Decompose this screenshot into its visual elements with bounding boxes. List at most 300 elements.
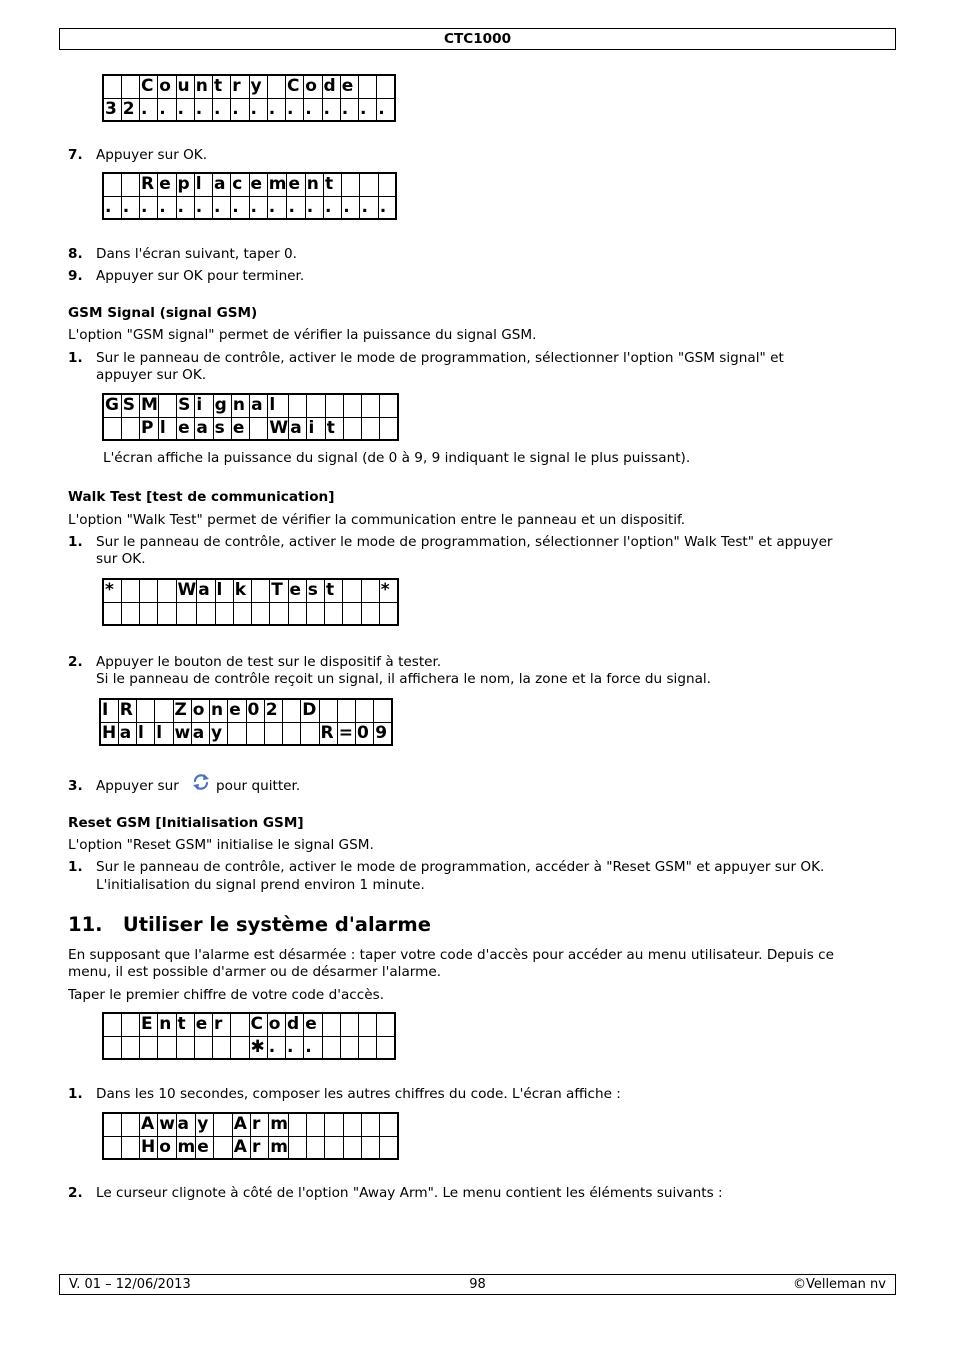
step-text: sur OK. — [96, 551, 146, 567]
lcd-cell — [158, 1113, 176, 1136]
lcd-char: . — [141, 98, 148, 119]
lcd-cell — [100, 722, 118, 745]
lcd-char: n — [306, 174, 319, 195]
lcd-cell — [377, 75, 395, 98]
lcd-cell — [249, 1013, 267, 1036]
lcd-cell — [176, 75, 194, 98]
lcd-char: o — [192, 700, 205, 721]
lcd-char: * — [105, 580, 114, 601]
lcd-cell — [232, 1136, 250, 1159]
lcd-char: 3 — [105, 98, 117, 119]
lcd-gsm-signal — [102, 393, 399, 441]
lcd-cell — [250, 394, 268, 417]
lcd-char: H — [102, 722, 117, 743]
lcd-cell — [343, 394, 361, 417]
lcd-cell — [213, 196, 231, 219]
lcd-char: . — [250, 196, 257, 217]
lcd-char: C — [287, 76, 300, 97]
lcd-cell — [340, 98, 358, 121]
lcd-cell — [286, 98, 304, 121]
lcd-cell — [360, 196, 378, 219]
lcd-cell — [233, 579, 251, 602]
lcd-char: a — [196, 417, 208, 438]
lcd-cell — [250, 1113, 268, 1136]
lcd-cell — [377, 98, 395, 121]
lcd-char: . — [287, 98, 294, 119]
lcd-cell — [325, 1113, 343, 1136]
lcd-cell — [103, 1036, 121, 1059]
step-text: Sur le panneau de contrôle, activer le mode de programmation, accéder à "Reset GSM" et appuyer sur OK. — [96, 859, 825, 875]
lcd-cell — [103, 1136, 121, 1159]
lcd-char: k — [234, 580, 247, 601]
lcd-cell — [305, 173, 323, 196]
lcd-char: 2 — [122, 98, 135, 119]
lcd-cell — [176, 173, 194, 196]
lcd-cell — [158, 417, 176, 440]
lcd-cell — [140, 1036, 158, 1059]
lcd-char: A — [233, 1136, 247, 1157]
lcd-cell — [337, 699, 355, 722]
step-number: 1. — [68, 1086, 83, 1102]
lcd-row — [103, 1136, 398, 1159]
lcd-cell — [158, 75, 176, 98]
lcd-char: . — [177, 98, 184, 119]
lcd-cell — [269, 1136, 289, 1159]
paragraph: L'option "Walk Test" permet de vérifier la communication entre le panneau et un dispositif. — [68, 512, 686, 528]
lcd-char: 0 — [247, 700, 260, 721]
lcd-char: . — [214, 196, 221, 217]
lcd-char: l — [269, 395, 276, 416]
step-text: Le curseur clignote à côté de l'option "Away Arm". Le menu contient les éléments suivants : — [96, 1185, 723, 1201]
lcd-row — [103, 417, 398, 440]
lcd-cell — [325, 602, 343, 625]
lcd-char: m — [177, 1136, 196, 1157]
lcd-cell — [121, 173, 139, 196]
lcd-cell — [231, 417, 249, 440]
lcd-char: r — [251, 1136, 261, 1157]
lcd-cell — [103, 602, 121, 625]
lcd-char: a — [119, 722, 132, 743]
lcd-cell — [231, 394, 249, 417]
lcd-cell — [213, 98, 231, 121]
lcd-char: i — [308, 417, 315, 438]
lcd-char: . — [214, 98, 221, 119]
lcd-cell — [380, 394, 398, 417]
lcd-cell — [176, 1136, 196, 1159]
lcd-cell — [319, 699, 337, 722]
lcd-cell — [249, 196, 267, 219]
lcd-cell — [287, 196, 305, 219]
lcd-char: m — [270, 1136, 288, 1157]
lcd-cell — [307, 1113, 325, 1136]
lcd-char: R — [320, 722, 334, 743]
step-text: Appuyer sur — [96, 778, 179, 794]
lcd-cell — [176, 1036, 194, 1059]
lcd-row — [103, 98, 395, 121]
lcd-char: H — [141, 1136, 156, 1157]
lcd-cell — [359, 75, 377, 98]
footer-copyright: ©Velleman nv — [792, 1277, 886, 1292]
lcd-cell — [158, 394, 176, 417]
lcd-char: l — [159, 417, 166, 438]
lcd-char: . — [141, 196, 148, 217]
lcd-cell — [103, 173, 121, 196]
lcd-char: 0 — [357, 722, 369, 743]
lcd-cell — [359, 98, 377, 121]
paragraph: menu, il est possible d'armer ou de désarmer l'alarme. — [68, 964, 442, 980]
lcd-row — [103, 173, 396, 196]
lcd-char: . — [324, 196, 332, 217]
lcd-cell — [158, 98, 176, 121]
lcd-char: o — [305, 76, 317, 97]
lcd-row — [103, 602, 398, 625]
step-text: Si le panneau de contrôle reçoit un signal, il affichera le nom, la zone et la force du signal. — [96, 671, 711, 687]
lcd-cell — [362, 394, 380, 417]
lcd-row — [103, 75, 395, 98]
step-text: appuyer sur OK. — [96, 367, 207, 383]
section-heading-reset-gsm: Reset GSM [Initialisation GSM] — [68, 815, 304, 831]
lcd-char: l — [156, 722, 163, 743]
lcd-cell — [231, 1013, 249, 1036]
lcd-cell — [121, 1013, 139, 1036]
footer-version: V. 01 – 12/06/2013 — [69, 1277, 191, 1292]
lcd-cell — [323, 196, 341, 219]
lcd-cell — [231, 196, 249, 219]
lcd-char: D — [302, 700, 317, 721]
lcd-cell — [267, 98, 285, 121]
lcd-char: . — [305, 98, 312, 119]
lcd-cell — [103, 196, 121, 219]
lcd-cell — [210, 722, 228, 745]
lcd-char: e — [159, 174, 171, 195]
lcd-char: o — [268, 1014, 281, 1035]
lcd-cell — [195, 394, 213, 417]
lcd-cell — [121, 1136, 139, 1159]
lcd-cell — [191, 699, 209, 722]
lcd-cell — [306, 602, 324, 625]
lcd-cell — [176, 196, 194, 219]
lcd-cell — [215, 579, 233, 602]
lcd-cell — [325, 579, 343, 602]
lcd-cell — [306, 579, 324, 602]
lcd-char: l — [138, 722, 144, 743]
lcd-cell — [214, 1113, 232, 1136]
lcd-char: . — [195, 196, 203, 217]
lcd-char: . — [305, 1036, 312, 1057]
step-text: pour quitter. — [216, 778, 301, 794]
lcd-zone-hallway — [99, 698, 393, 746]
lcd-cell — [267, 1036, 285, 1059]
lcd-char: M — [141, 395, 158, 416]
lcd-cell — [377, 1013, 395, 1036]
lcd-char: r — [232, 76, 241, 97]
lcd-char: a — [198, 580, 210, 601]
lcd-char: . — [379, 196, 387, 217]
lcd-cell — [360, 173, 378, 196]
step-number: 1. — [68, 350, 83, 366]
lcd-char: . — [341, 98, 349, 119]
lcd-char: e — [195, 1014, 208, 1035]
lcd-cell — [283, 699, 301, 722]
lcd-cell — [270, 602, 288, 625]
lcd-cell — [325, 394, 343, 417]
lcd-row — [103, 1113, 398, 1136]
lcd-char: . — [288, 196, 295, 217]
lcd-cell — [103, 98, 121, 121]
header-title: CTC1000 — [443, 31, 512, 47]
lcd-cell — [343, 1113, 361, 1136]
step-number: 2. — [68, 1185, 83, 1201]
lcd-cell — [103, 394, 121, 417]
lcd-char: e — [289, 580, 302, 601]
lcd-char: . — [250, 98, 257, 119]
lcd-cell — [269, 1113, 289, 1136]
lcd-cell — [322, 98, 340, 121]
lcd-char: T — [271, 580, 283, 601]
lcd-char: W — [269, 417, 289, 438]
lcd-cell — [250, 1136, 268, 1159]
lcd-char: r — [251, 1114, 261, 1135]
lcd-char: P — [141, 417, 154, 438]
lcd-char: s — [214, 417, 225, 438]
lcd-cell — [103, 75, 121, 98]
step-text: Appuyer sur OK pour terminer. — [96, 268, 305, 284]
lcd-cell — [361, 602, 379, 625]
lcd-cell — [196, 1113, 214, 1136]
lcd-char: m — [268, 174, 287, 195]
lcd-cell — [267, 196, 287, 219]
lcd-cell — [305, 196, 323, 219]
lcd-cell — [340, 1013, 358, 1036]
lcd-cell — [342, 173, 360, 196]
lcd-char: y — [211, 722, 223, 743]
lcd-cell — [340, 75, 358, 98]
step-number: 3. — [68, 778, 83, 794]
lcd-cell — [267, 1013, 285, 1036]
lcd-cell — [176, 602, 197, 625]
lcd-cell — [249, 173, 267, 196]
lcd-cell — [103, 579, 121, 602]
lcd-char: . — [122, 196, 130, 217]
lcd-char: G — [105, 395, 119, 416]
lcd-cell — [361, 1113, 379, 1136]
lcd-char: . — [287, 1036, 294, 1057]
lcd-cell — [286, 75, 304, 98]
lcd-cell — [158, 602, 176, 625]
lcd-cell — [380, 417, 398, 440]
lcd-cell — [322, 1036, 340, 1059]
lcd-char: . — [361, 196, 368, 217]
step-text: L'initialisation du signal prend environ 1 minute. — [96, 877, 425, 893]
lcd-char: s — [307, 580, 318, 601]
lcd-cell — [228, 699, 246, 722]
lcd-cell — [304, 98, 322, 121]
page-footer — [59, 1274, 896, 1295]
lcd-row — [103, 579, 398, 602]
lcd-cell — [343, 1136, 361, 1159]
lcd-char: . — [232, 98, 239, 119]
lcd-cell — [140, 98, 158, 121]
lcd-char: e — [197, 1136, 209, 1157]
lcd-cell — [103, 1013, 121, 1036]
lcd-char: . — [360, 98, 367, 119]
lcd-char: d — [323, 76, 336, 97]
lcd-char: w — [174, 722, 191, 743]
lcd-cell — [379, 579, 397, 602]
lcd-cell — [378, 196, 396, 219]
lcd-char: a — [290, 417, 302, 438]
lcd-cell — [343, 417, 361, 440]
step-number: 8. — [68, 246, 83, 262]
lcd-walk-test — [102, 578, 399, 626]
step-number: 2. — [68, 654, 83, 670]
lcd-cell — [287, 173, 305, 196]
lcd-cell — [288, 602, 306, 625]
lcd-cell — [374, 699, 392, 722]
lcd-cell — [356, 722, 374, 745]
lcd-char: e — [229, 700, 241, 721]
lcd-char: . — [323, 98, 330, 119]
lcd-cell — [103, 417, 121, 440]
lcd-cell — [250, 417, 268, 440]
lcd-cell — [379, 602, 397, 625]
footer-page-number: 98 — [469, 1277, 486, 1292]
lcd-char: t — [326, 417, 335, 438]
lcd-char: e — [341, 76, 354, 97]
lcd-cell — [158, 1136, 176, 1159]
lcd-cell — [140, 173, 158, 196]
lcd-char: A — [233, 1114, 247, 1135]
lcd-cell — [140, 75, 158, 98]
lcd-row — [100, 722, 392, 745]
lcd-cell — [304, 1013, 322, 1036]
lcd-cell — [158, 579, 176, 602]
lcd-cell — [196, 1136, 214, 1159]
lcd-cell — [246, 699, 264, 722]
lcd-cell — [140, 579, 158, 602]
lcd-char: n — [211, 700, 224, 721]
lcd-cell — [121, 579, 139, 602]
lcd-cell — [213, 75, 231, 98]
lcd-cell — [158, 173, 176, 196]
lcd-cell — [361, 579, 379, 602]
lcd-char: * — [380, 580, 390, 601]
lcd-char: l — [216, 580, 223, 601]
lcd-cell — [100, 699, 118, 722]
lcd-cell — [325, 417, 343, 440]
lcd-cell — [158, 1013, 176, 1036]
lcd-char: d — [287, 1014, 300, 1035]
lcd-cell — [194, 173, 212, 196]
lcd-char: A — [141, 1114, 155, 1135]
lcd-cell — [173, 722, 191, 745]
lcd-char: . — [306, 196, 314, 217]
lcd-cell — [121, 1113, 139, 1136]
page-header — [59, 28, 896, 50]
lcd-char: . — [343, 196, 350, 217]
lcd-cell — [191, 722, 209, 745]
lcd-cell — [264, 722, 282, 745]
lcd-cell — [121, 394, 139, 417]
lcd-cell — [195, 417, 213, 440]
lcd-cell — [289, 394, 307, 417]
step-text: Appuyer le bouton de test sur le dispositif à tester. — [96, 654, 442, 670]
lcd-char: . — [159, 98, 166, 119]
lcd-cell — [359, 1013, 377, 1036]
lcd-cell — [343, 602, 361, 625]
lcd-cell — [307, 1136, 325, 1159]
lcd-char: ✱ — [250, 1036, 265, 1057]
lcd-cell — [177, 394, 195, 417]
lcd-char: p — [177, 174, 190, 195]
lcd-cell — [301, 699, 319, 722]
lcd-cell — [340, 1036, 358, 1059]
lcd-cell — [210, 699, 228, 722]
lcd-cell — [361, 1136, 379, 1159]
lcd-cell — [213, 417, 231, 440]
lcd-char: . — [232, 196, 239, 217]
step-number: 1. — [68, 534, 83, 550]
lcd-cell — [249, 1036, 267, 1059]
lcd-replacement — [102, 172, 397, 220]
lcd-cell — [140, 1013, 158, 1036]
refresh-icon — [191, 772, 211, 792]
lcd-char: C — [141, 76, 154, 97]
lcd-cell — [173, 699, 191, 722]
lcd-char: e — [250, 174, 263, 195]
lcd-cell — [194, 1013, 212, 1036]
lcd-cell — [213, 1036, 231, 1059]
lcd-cell — [158, 1036, 176, 1059]
lcd-char: n — [195, 76, 208, 97]
lcd-char: i — [196, 395, 203, 416]
lcd-char: C — [250, 1014, 263, 1035]
lcd-cell — [197, 602, 215, 625]
lcd-cell — [140, 1113, 158, 1136]
lcd-char: 2 — [265, 700, 278, 721]
paragraph: Taper le premier chiffre de votre code d'accès. — [68, 987, 385, 1003]
lcd-cell — [377, 1036, 395, 1059]
paragraph: En supposant que l'alarme est désarmée : taper votre code d'accès pour accéder au menu utilisateur. Depuis ce — [68, 947, 834, 963]
lcd-cell — [140, 602, 158, 625]
lcd-char: y — [197, 1114, 209, 1135]
lcd-cell — [267, 173, 287, 196]
lcd-cell — [304, 75, 322, 98]
lcd-char: . — [159, 196, 166, 217]
lcd-cell — [121, 98, 139, 121]
lcd-cell — [325, 1136, 343, 1159]
lcd-cell — [215, 602, 233, 625]
lcd-char: R — [119, 700, 133, 721]
lcd-row — [103, 394, 398, 417]
lcd-row — [103, 1013, 395, 1036]
lcd-char: e — [178, 417, 190, 438]
lcd-char: e — [288, 174, 300, 195]
lcd-char: = — [338, 722, 353, 743]
lcd-cell — [176, 1113, 196, 1136]
step-text: Dans les 10 secondes, composer les autres chiffres du code. L'écran affiche : — [96, 1086, 621, 1102]
lcd-cell — [140, 1136, 158, 1159]
lcd-cell — [118, 699, 136, 722]
lcd-char: Z — [174, 700, 187, 721]
lcd-cell — [288, 1136, 306, 1159]
lcd-cell — [249, 98, 267, 121]
lcd-enter-code — [102, 1012, 396, 1060]
lcd-cell — [155, 722, 173, 745]
paragraph: L'option "GSM signal" permet de vérifier la puissance du signal GSM. — [68, 327, 537, 343]
lcd-cell — [176, 579, 197, 602]
lcd-char: . — [378, 98, 385, 119]
